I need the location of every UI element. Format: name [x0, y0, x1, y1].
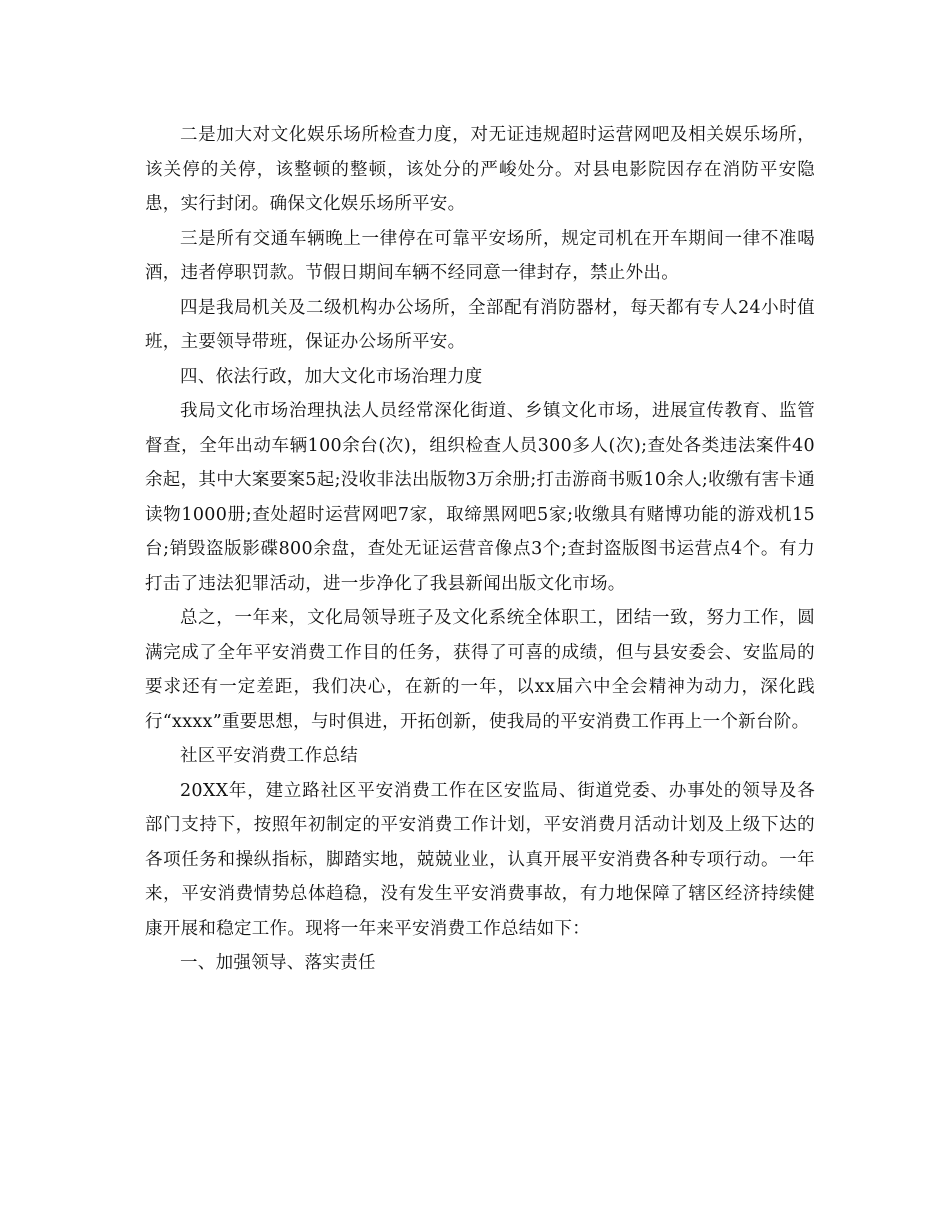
paragraph-community-intro: 20XX年，建立路社区平安消费工作在区安监局、街道党委、办事处的领导及各部门支持下，按照年初制定的平安消费工作计划，平安消费月活动计划及上级下达的各项任务和操纵指标，脚踏实地，兢兢业业，认真开展平安消费各种专项行动。一年来，平安消费情势总体趋稳，没有发生平安消费事故，有力地保障了辖区经济持续健康开展和稳定工作。现将一年来平安消费工作总结如下：	[145, 780, 815, 939]
paragraph-inspection: 二是加大对文化娱乐场所检查力度，对无证违规超时运营网吧及相关娱乐场所，该关停的关停，该整顿的整顿，该处分的严峻处分。对县电影院因存在消防平安隐患，实行封闭。确保文化娱乐场所平安。	[145, 125, 815, 214]
document-subtitle: 社区平安消费工作总结	[180, 746, 358, 766]
paragraph-vehicles: 三是所有交通车辆晚上一律停在可靠平安场所，规定司机在开车期间一律不准喝酒，违者停职罚款。节假日期间车辆不经同意一律封存，禁止外出。	[145, 228, 815, 283]
paragraph-office-safety: 四是我局机关及二级机构办公场所，全部配有消防器材，每天都有专人24小时值班，主要领导带班，保证办公场所平安。	[145, 297, 815, 352]
section-heading-law-enforcement: 四、依法行政，加大文化市场治理力度	[180, 366, 483, 387]
section-heading-leadership: 一、加强领导、落实责任	[180, 953, 376, 973]
paragraph-conclusion: 总之，一年来，文化局领导班子及文化系统全体职工，团结一致，努力工作，圆满完成了全年平安消费工作目的任务，获得了可喜的成绩，但与县安委会、安监局的要求还有一定差距，我们决心，在新的一年，以xx届六中全会精神为动力，深化践行“xxxx”重要思想，与时俱进，开拓创新，使我局的平安消费工作再上一个新台阶。	[145, 608, 815, 732]
paragraph-market-enforcement: 我局文化市场治理执法人员经常深化街道、乡镇文化市场，进展宣传教育、监管督查，全年出动车辆100余台(次)，组织检查人员300多人(次);查处各类违法案件40余起，其中大案要案5起;没收非法出版物3万余册;打击游商书贩10余人;收缴有害卡通读物1000册;查处超时运营网吧7家，取缔黑网吧5家;收缴具有赌博功能的游戏机15台;销毁盗版影碟800余盘，查处无证运营音像点3个;查封盗版图书运营点4个。有力打击了违法犯罪活动，进一步净化了我县新闻出版文化市场。	[145, 401, 815, 594]
document-body	[145, 118, 815, 981]
